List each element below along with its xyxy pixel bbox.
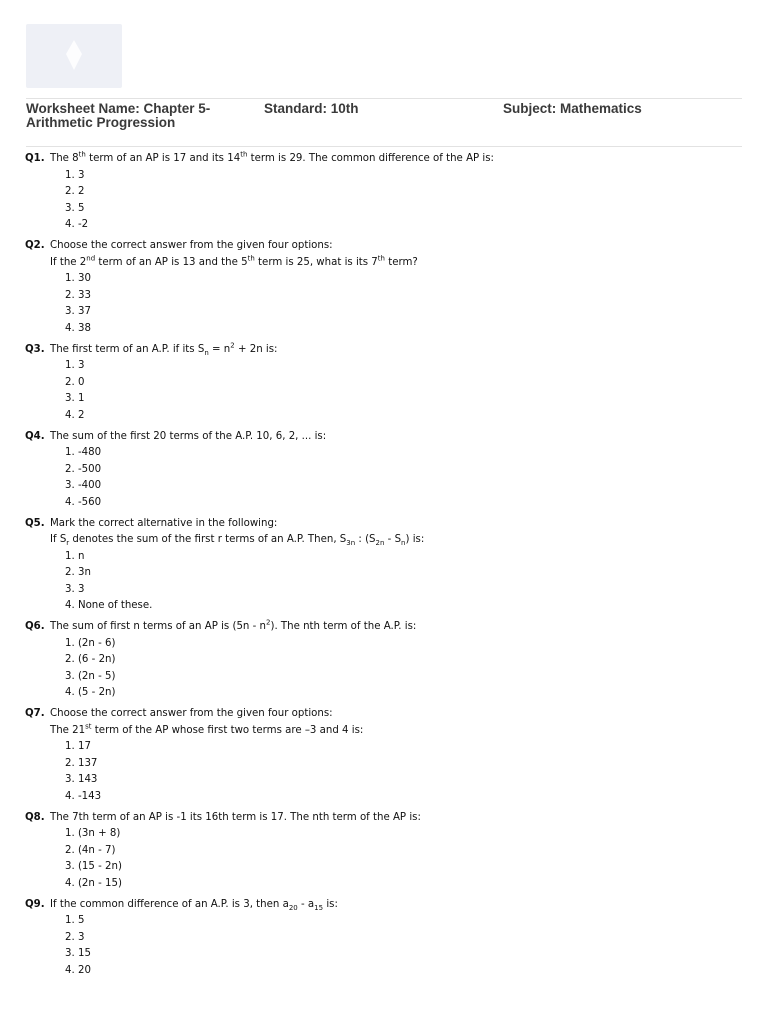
- question-text: [25, 897, 725, 914]
- question-4: [25, 429, 725, 512]
- question-subtext: [25, 255, 725, 272]
- question-text: [25, 619, 725, 636]
- question-line-text: The 8th term of an AP is 17 and its 14th term is 29. The common difference of the AP is:: [50, 150, 494, 164]
- question-line-text: The 7th term of an AP is -1 its 16th term is 17. The nth term of the AP is:: [50, 811, 421, 823]
- option-item: 1. 3: [65, 169, 85, 181]
- question-line-text: If the common difference of an A.P. is 3, then $a_{20} - a_{15}$ is:: [50, 898, 338, 912]
- option-item: 2. 3n: [65, 567, 91, 578]
- option-item: 3. -400: [65, 480, 102, 491]
- question-text: [25, 238, 725, 255]
- question-line-text: The sum of the first 20 terms of the A.P. 10, 6, 2, ... is:: [50, 430, 327, 442]
- question-line-text: If the 2nd term of an AP is 13 and the 5th term is 25, what is its 7th term?: [50, 254, 418, 268]
- question-8: [25, 810, 725, 893]
- question-line-text: The sum of first n terms of an AP is $(5n - n^2)$. The nth term of the A.P. is:: [50, 618, 417, 632]
- option-item: 1. n: [65, 550, 85, 562]
- question-text: [25, 342, 725, 359]
- option-item: 4. (2n - 15): [65, 877, 122, 889]
- worksheet-name: Worksheet Name: Chapter 5- Arithmetic Progression: [26, 101, 211, 130]
- option-item: 4. -143: [65, 790, 102, 802]
- option-item: 3. 143: [65, 774, 98, 785]
- option-item: 3. (2n - 5): [65, 670, 116, 682]
- logo-mark-icon: [26, 24, 122, 88]
- option-item: 1. 5: [65, 915, 85, 926]
- option-item: 2. (4n - 7): [65, 844, 116, 856]
- question-line-text: Choose the correct answer from the given four options:: [50, 240, 333, 251]
- question-text: [25, 706, 725, 723]
- question-7: [25, 706, 725, 805]
- option-item: 4. -560: [65, 496, 102, 508]
- question-line-text: Mark the correct alternative in the following:: [50, 517, 278, 529]
- header-divider-bottom: [26, 146, 742, 147]
- option-item: 4. (5 - 2n): [65, 687, 116, 698]
- subject-label: Subject: Mathematics: [503, 101, 642, 116]
- question-number: Q2.: [25, 240, 45, 251]
- question-text: [25, 151, 725, 168]
- question-subtext: [25, 532, 725, 549]
- option-item: 2. (6 - 2n): [65, 654, 116, 665]
- question-number: Q8.: [25, 811, 45, 823]
- question-text: [25, 429, 725, 446]
- question-number: Q9.: [25, 898, 45, 910]
- question-2: [25, 238, 725, 337]
- option-item: 4. -2: [65, 219, 89, 230]
- question-text: [25, 516, 725, 533]
- option-item: 1. -480: [65, 447, 102, 458]
- header-divider-top: [26, 98, 742, 99]
- question-5: [25, 516, 725, 615]
- question-number: Q4.: [25, 430, 45, 442]
- question-9: [25, 897, 725, 980]
- question-1: [25, 151, 725, 234]
- question-text: [25, 810, 725, 827]
- option-item: 1. 3: [65, 360, 85, 371]
- question-3: [25, 342, 725, 425]
- option-item: 3. 37: [65, 306, 91, 317]
- option-item: 1. 30: [65, 273, 91, 284]
- option-item: 3. 5: [65, 202, 85, 214]
- option-item: 3. (15 - 2n): [65, 861, 122, 872]
- option-item: 4. 2: [65, 409, 85, 421]
- question-number: Q7.: [25, 708, 45, 719]
- question-list: [25, 151, 725, 984]
- question-number: Q1.: [25, 153, 45, 164]
- question-line-text: Choose the correct answer from the given four options:: [50, 708, 333, 719]
- option-item: 1. 17: [65, 741, 91, 752]
- logo: [26, 24, 122, 88]
- question-subtext: [25, 723, 725, 740]
- option-item: 2. 3: [65, 931, 85, 943]
- question-line-text: The 21st term of the AP whose first two terms are –3 and 4 is:: [50, 722, 364, 736]
- option-item: 2. 137: [65, 757, 98, 769]
- question-number: Q5.: [25, 517, 45, 529]
- option-item: 2. 33: [65, 289, 91, 301]
- option-item: 1. (2n - 6): [65, 637, 116, 649]
- question-6: [25, 619, 725, 702]
- option-item: 4. 20: [65, 964, 91, 976]
- option-item: 3. 15: [65, 948, 91, 959]
- option-item: 4. None of these.: [65, 600, 153, 611]
- option-item: 3. 1: [65, 393, 85, 404]
- option-item: 4. 38: [65, 322, 91, 334]
- option-item: 3. 3: [65, 583, 85, 595]
- option-item: 2. 0: [65, 376, 85, 388]
- option-item: 2. 2: [65, 186, 85, 197]
- option-item: 1. (3n + 8): [65, 828, 121, 839]
- question-line-text: The first term of an A.P. if its $S_n = n^2 + 2n$ is:: [50, 341, 278, 357]
- question-line-text: If $S_r$ denotes the sum of the first r terms of an A.P. Then, $S_{3n}$ : $(S_{2n} - S_n)$ is:: [50, 534, 425, 548]
- standard-label: Standard: 10th: [264, 101, 359, 116]
- option-item: 2. -500: [65, 463, 102, 475]
- question-number: Q3.: [25, 343, 45, 355]
- question-number: Q6.: [25, 621, 45, 632]
